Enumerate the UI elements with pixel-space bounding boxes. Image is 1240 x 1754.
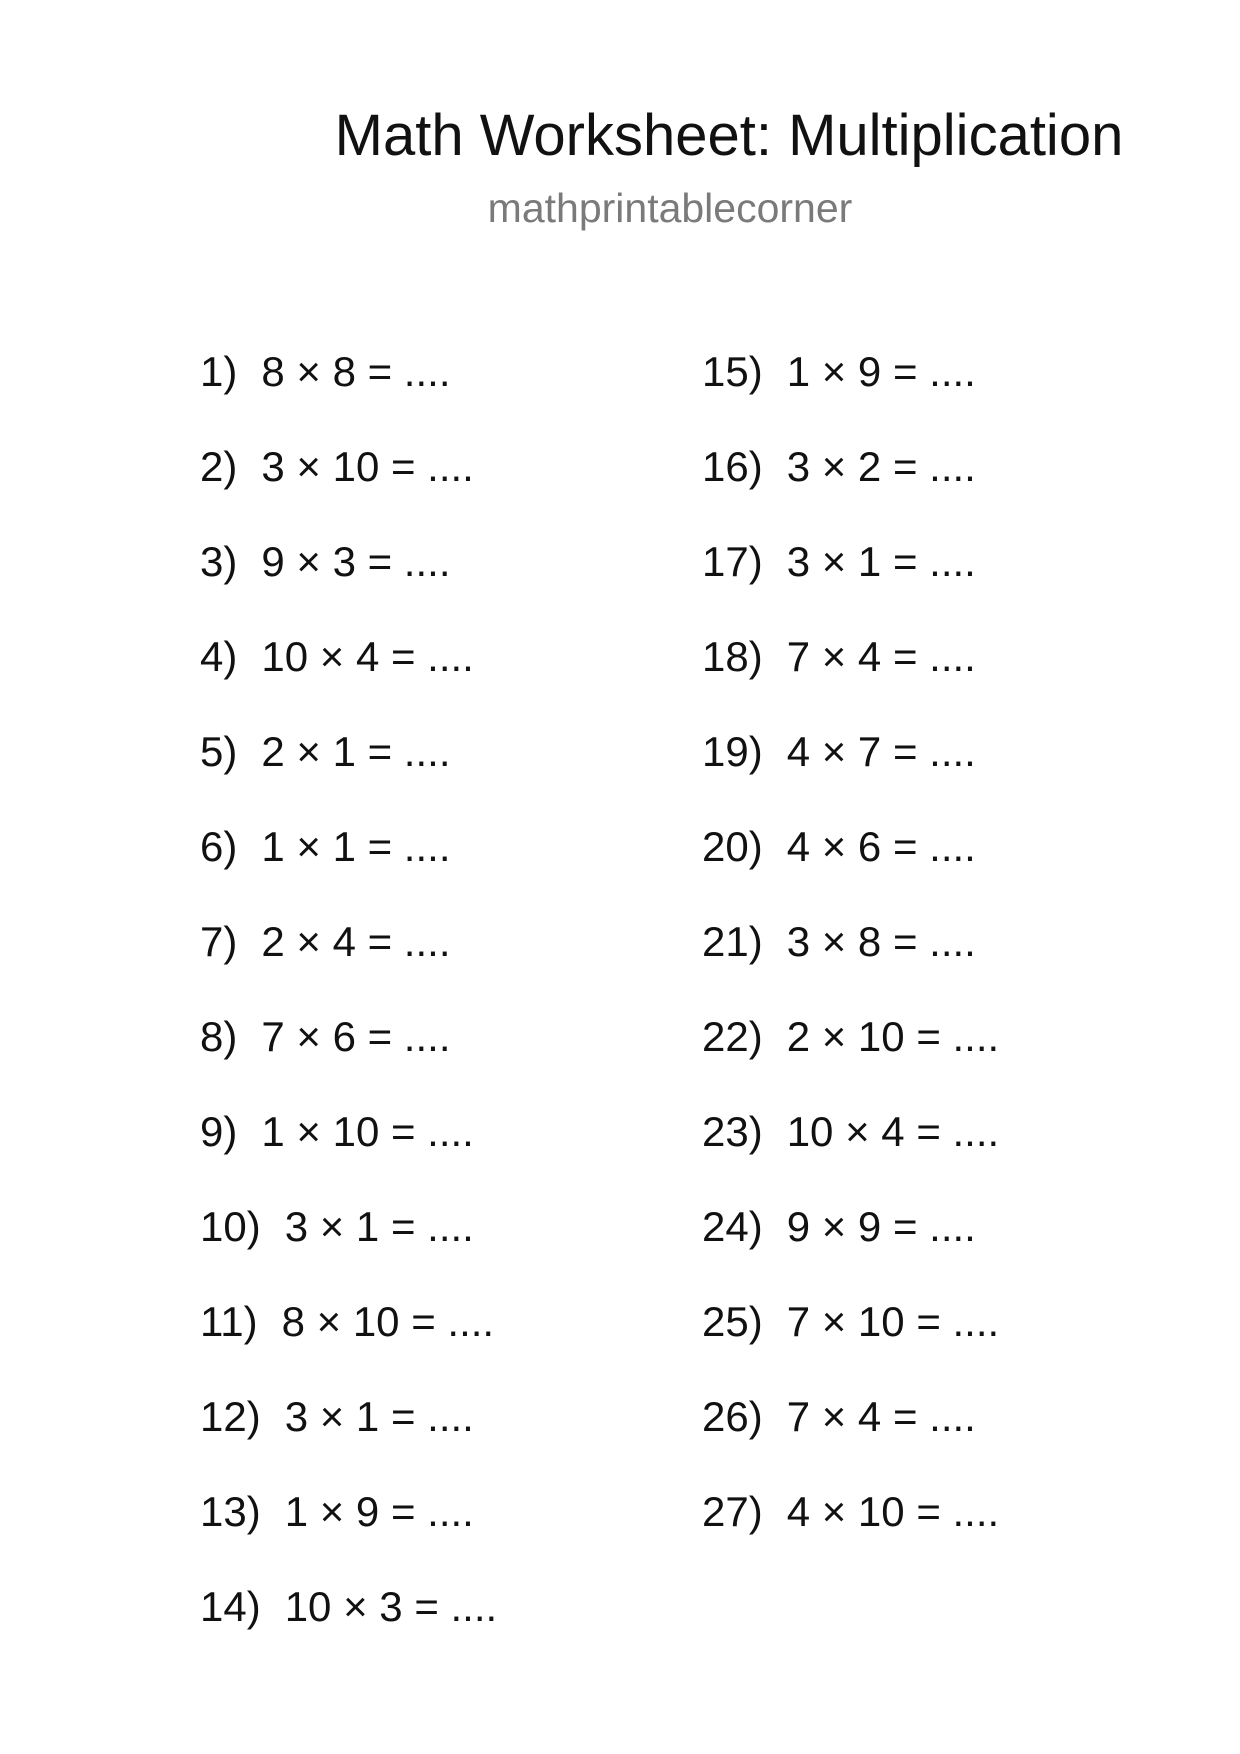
problem-expression: 1 × 9 = .... [786, 348, 976, 395]
problem-item [702, 627, 999, 722]
problem-expression: 4 × 7 = .... [786, 728, 976, 775]
problem-expression: 3 × 1 = .... [284, 1393, 474, 1440]
problem-number: 11) [200, 1298, 258, 1345]
problem-expression: 4 × 10 = .... [786, 1488, 1000, 1535]
problem-item [200, 1102, 497, 1197]
problem-item [702, 1007, 999, 1102]
problem-expression: 3 × 1 = .... [284, 1203, 474, 1250]
problem-list-left [200, 342, 497, 1672]
problem-expression: 7 × 6 = .... [261, 1013, 451, 1060]
problem-item [702, 342, 999, 437]
problem-number: 18) [702, 633, 763, 680]
problem-expression: 9 × 3 = .... [261, 538, 451, 585]
problem-number: 21) [702, 918, 763, 965]
problem-number: 13) [200, 1488, 261, 1535]
problem-expression: 7 × 10 = .... [786, 1298, 1000, 1345]
problem-number: 19) [702, 728, 763, 775]
problem-item [200, 1482, 497, 1577]
problem-number: 9) [200, 1108, 238, 1155]
problem-item [200, 342, 497, 437]
problem-number: 4) [200, 633, 238, 680]
problem-expression: 3 × 2 = .... [786, 443, 976, 490]
problem-number: 25) [702, 1298, 763, 1345]
problem-item [702, 1387, 999, 1482]
problem-expression: 1 × 10 = .... [261, 1108, 474, 1155]
problem-item [200, 1197, 497, 1292]
problem-expression: 10 × 3 = .... [284, 1583, 498, 1630]
problem-expression: 7 × 4 = .... [786, 1393, 976, 1440]
problem-expression: 8 × 8 = .... [261, 348, 451, 395]
problem-item [702, 912, 999, 1007]
problem-number: 27) [702, 1488, 763, 1535]
problem-number: 20) [702, 823, 763, 870]
problem-number: 12) [200, 1393, 261, 1440]
problem-number: 2) [200, 443, 238, 490]
problem-number: 5) [200, 728, 238, 775]
problem-number: 23) [702, 1108, 763, 1155]
problem-item [702, 817, 999, 912]
problem-expression: 10 × 4 = .... [786, 1108, 1000, 1155]
problem-item [200, 1292, 497, 1387]
problem-expression: 4 × 6 = .... [786, 823, 976, 870]
problem-list-right [702, 342, 999, 1577]
problem-number: 3) [200, 538, 238, 585]
problem-number: 15) [702, 348, 763, 395]
problem-expression: 8 × 10 = .... [281, 1298, 495, 1345]
problem-item [702, 722, 999, 817]
problem-number: 17) [702, 538, 763, 585]
problem-number: 6) [200, 823, 238, 870]
problem-item [200, 912, 497, 1007]
problem-item [200, 532, 497, 627]
problem-number: 7) [200, 918, 238, 965]
problem-item [200, 722, 497, 817]
problem-expression: 1 × 9 = .... [284, 1488, 474, 1535]
problem-item [702, 1102, 999, 1197]
problem-item [702, 437, 999, 532]
problem-expression: 9 × 9 = .... [786, 1203, 976, 1250]
problem-item [702, 1482, 999, 1577]
problem-expression: 10 × 4 = .... [261, 633, 474, 680]
problem-number: 14) [200, 1583, 261, 1630]
problem-number: 10) [200, 1203, 261, 1250]
problem-expression: 2 × 1 = .... [261, 728, 451, 775]
worksheet-subtitle: mathprintablecorner [487, 185, 853, 231]
worksheet-title: Math Worksheet: Multiplication [334, 103, 1124, 168]
problem-number: 1) [200, 348, 238, 395]
problem-expression: 3 × 10 = .... [261, 443, 474, 490]
problem-item [200, 1577, 497, 1672]
problem-number: 26) [702, 1393, 763, 1440]
problem-item [200, 1387, 497, 1482]
problem-item [702, 532, 999, 627]
problem-item [200, 437, 497, 532]
problem-expression: 2 × 10 = .... [786, 1013, 1000, 1060]
problem-item [702, 1292, 999, 1387]
problem-item [702, 1197, 999, 1292]
problem-expression: 3 × 1 = .... [786, 538, 976, 585]
problem-number: 22) [702, 1013, 763, 1060]
problem-number: 24) [702, 1203, 763, 1250]
problem-expression: 7 × 4 = .... [786, 633, 976, 680]
problem-number: 16) [702, 443, 763, 490]
problem-number: 8) [200, 1013, 238, 1060]
problem-item [200, 817, 497, 912]
problem-item [200, 627, 497, 722]
problem-expression: 2 × 4 = .... [261, 918, 451, 965]
problem-expression: 1 × 1 = .... [261, 823, 451, 870]
problem-expression: 3 × 8 = .... [786, 918, 976, 965]
problem-item [200, 1007, 497, 1102]
